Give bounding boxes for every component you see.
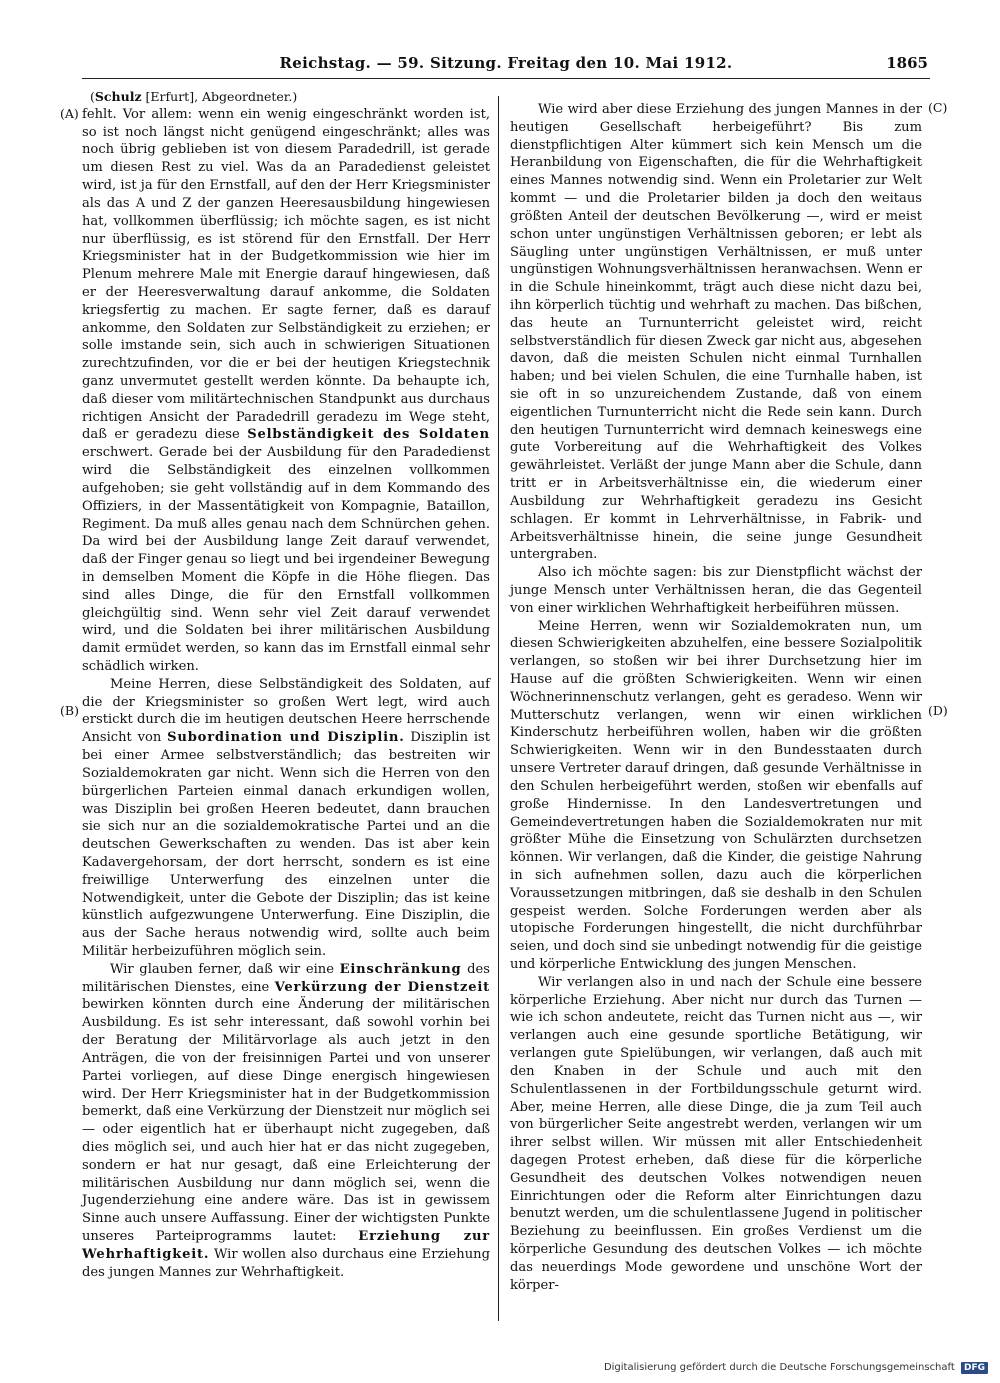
paragraph-text: Meine Herren, diese Selbständigkeit des Soldaten, auf die der Kriegsminister so großen Wert legt, wird auch erstickt durch die im heutigen deutschen Heere herrschende Ansicht von — [82, 676, 490, 746]
paragraph-text: Disziplin ist bei einer Armee selbstverständlich; das bestreiten wir Sozialdemokraten gar nicht. Wenn sich die Herren von den bürgerlichen Parteien einmal danach erkundigen wollen, was Disziplin bei großen Heeren bedeutet, dann brauchen sie sich nur an die sozialdemokratische Partei und an die deutschen Gewerkschaften zu wenden. Das ist aber kein Kadavergehorsam, der dort herrscht, sondern es ist eine freiwillige Unterwerfung des einzelnen unter die Notwendigkeit, unter die Gebote der Disziplin; das ist keine künstlich aufgezwungene Unterwerfung. Eine Disziplin, die aus der Sache heraus notwendig wird, sollte auch beim Militär herbeizuführen möglich sein. — [82, 730, 490, 959]
paragraph-text: des militärischen Dienstes, eine — [82, 961, 491, 995]
paragraph — [82, 676, 490, 961]
speaker-note-open: ( — [90, 89, 95, 104]
emphasis-text: Einschränkung — [339, 961, 462, 977]
paragraph: Wir verlangen also in und nach der Schule eine bessere körperliche Erziehung. Aber nicht nur durch das Turnen — wie ich schon andeutete, reicht das Turnen nicht aus —, wir verlangen auch eine gesunde sportliche Betätigung, wir verlangen gute Spielübungen, wir verlangen, daß auch mit den Knaben in der Schule und auch mit den Schulentlassenen in der Fortbildungsschule geturnt wird. Aber, meine Herren, alle diese Dinge, die ja zum Teil auch von bürgerlicher Seite angestrebt werden, verlangen wir um ihrer selbst willen. Wir müssen mit aller Entschiedenheit dagegen Protest erheben, daß diese für die körperliche Gesundheit des deutschen Volkes notwendigen neuen Einrichtungen oder die Reform alter Einrichtungen dazu benutzt werden, um die schulentlassene Jugend in politischer Beziehung zu beeinflussen. Ein großes Verdienst um die körperliche Gesundung des deutschen Volkes — ich möchte das neuerdings Mode gewordene und unschöne Wort der körper- — [510, 974, 922, 1293]
footer-text: Digitalisierung gefördert durch die Deutsche Forschungsgemeinschaft — [603, 1362, 955, 1373]
right-column — [510, 101, 922, 1294]
paragraph-text: fehlt. Vor allem: wenn ein wenig eingeschränkt worden ist, so ist noch längst nicht genügend eingeschränkt; alles was noch übrig geblieben ist von diesem Paradedrill, ist gerade um diesen Rest zu viel. Was da an Paradedienst geleistet wird, ist ja für den Ernstfall, auf den der Herr Kriegsminister als das A und Z der ganzen Heeresausbildung hingewiesen hat, vollkommen überflüssig; ich möchte sagen, es ist nicht nur überflüssig, es ist störend für den Ernstfall. Der Herr Kriegsminister hat in der Budgetkommission wie hier im Plenum mehrere Male mit Energie darauf hingewiesen, daß er der Heeresverwaltung darauf ankomme, die Soldaten kriegsfertig zu machen. Er sagte ferner, daß es darauf ankomme, den Soldaten zur Selbständigkeit zu erziehen; er solle imstande sein, sich auch in schwierigen Situationen zurechtzufinden, vor die er bei der heutigen Kriegstechnik ganz unvermutet gestellt werden könnte. Da behaupte ich, daß dieser vom militärtechnischen Standpunkt aus durchaus richtigen Ansicht der Paradedrill geradezu im Wege steht, daß er geradezu diese — [82, 106, 490, 443]
paragraph — [82, 961, 490, 1282]
paragraph: Wie wird aber diese Erziehung des jungen Mannes in der heutigen Gesellschaft herbeigeführt? Bis zum dienstpflichtigen Alter kümmert sich kein Mensch um die Heranbildung von Eigenschaften, die für die Wehrhaftigkeit eines Mannes notwendig sind. Wenn ein Proletarier zur Welt kommt — und die Proletarier bilden ja doch den weitaus größten Anteil der deutschen Bevölkerung —, wird er meist schon unter ungünstigen Verhältnissen geboren; er lebt als Säugling unter ungünstigen Verhältnissen, er muß unter ungünstigen Wohnungsverhältnissen heranwachsen. Wenn er in die Schule hineinkommt, trägt auch diese nicht dazu bei, ihn körperlich tüchtig und wehrhaft zu machen. Das bißchen, das heute an Turnunterricht geleistet wird, reicht selbstverständlich für diesen Zweck gar nicht aus, abgesehen davon, daß die meisten Schulen nicht einmal Turnhallen haben; und bei vielen Schulen, die eine Turnhalle haben, ist sie oft in so unzureichendem Zustande, daß von einem eigentlichen Turnunterricht nicht die Rede sein kann. Durch den heutigen Turnunterricht wird demnach keineswegs eine gute Vorbereitung auf die Wehrhaftigkeit des Volkes gewährleistet. Verläßt der junge Mann aber die Schule, dann tritt er in Arbeitsverhältnisse ein, die wiederum einer Ausbildung zur Wehrhaftigkeit geradezu ins Gesicht schlagen. Er kommt in Lehrverhältnisse, in Fabrik- und Arbeitsverhältnisse hinein, die seine junge Gesundheit untergraben. — [510, 102, 922, 563]
column-divider — [498, 96, 499, 1321]
speaker-role: [Erfurt], Abgeordneter.) — [141, 89, 298, 104]
paragraph: Also ich möchte sagen: bis zur Dienstpflicht wächst der junge Mensch unter Verhältnissen heran, die das Gegenteil von einer wirklichen Wehrhaftigkeit herbeiführen müssen. — [510, 565, 922, 616]
header-title: Reichstag. — 59. Sitzung. Freitag den 10. Mai 1912. — [279, 54, 733, 72]
dfg-logo: DFG — [961, 1362, 988, 1374]
emphasis-text: Verkürzung der Dienstzeit — [274, 979, 490, 995]
margin-marker-b: (B) — [60, 703, 79, 718]
paragraph-text: Wir glauben ferner, daß wir eine — [110, 961, 340, 977]
margin-marker-c: (C) — [928, 100, 948, 115]
digitization-footer — [604, 1362, 988, 1374]
paragraph — [82, 106, 490, 676]
paragraph-text: erschwert. Gerade bei der Ausbildung für den Paradedienst wird die Selbständigkeit des einzelnen vollkommen aufgehoben; sie geht vollständig auf in dem Kommando des Offiziers, in der Massentätigkeit von Kompagnie, Bataillon, Regiment. Da muß alles genau nach dem Schnürchen gehen. Da wird bei der Ausbildung lange Zeit darauf verwendet, daß der Finger genau so liegt und bei irgendeiner Bewegung in demselben Moment die Köpfe in die Höhe fliegen. Das sind alles Dinge, die für den Ernstfall vollkommen gleichgültig sind. Wenn sehr viel Zeit darauf verwendet wird, und die Soldaten bei ihrer militärischen Ausbildung damit ermüdet werden, so kann das im Ernstfall einmal sehr schädlich wirken. — [82, 445, 490, 674]
margin-marker-d: (D) — [928, 703, 948, 718]
emphasis-text: Selbständigkeit des Soldaten — [247, 427, 490, 443]
speaker-name: Schulz — [94, 89, 142, 104]
page-number: 1865 — [886, 54, 928, 72]
paragraph-text: Wir wollen also durchaus eine Erziehung des jungen Mannes zur Wehrhaftigkeit. — [82, 1246, 490, 1280]
margin-marker-a: (A) — [60, 106, 79, 121]
emphasis-text: Erziehung zur Wehrhaftigkeit. — [82, 1229, 490, 1262]
emphasis-text: Subordination und Disziplin. — [167, 730, 405, 746]
paragraph-text: bewirken könnten durch eine Änderung der militärischen Ausbildung. Es ist sehr interessant, daß sowohl vorhin bei der Beratung der Militärvorlage als auch jetzt in den Anträgen, die von der freisinnigen Partei und von unserer Partei vorliegen, auf diese Dinge energisch hingewiesen wird. Der Herr Kriegsminister hat in der Budgetkommission bemerkt, daß eine Verkürzung der Dienstzeit nur möglich sei — oder eigentlich hat er überhaupt nicht zugegeben, daß dies möglich sei, und auch hier hat er das nicht zugegeben, sondern er hat nur gesagt, daß eine Erleichterung der militärischen Ausbildung nur dann möglich sei, wenn die Jugenderziehung eine andere wäre. Das ist in gewissem Sinne auch unsere Auffassung. Einer der wichtigsten Punkte unseres Parteiprogramms lautet: — [82, 997, 490, 1244]
left-column — [82, 88, 490, 1281]
running-header — [82, 52, 930, 79]
speaker-note — [90, 88, 490, 106]
paragraph: Meine Herren, wenn wir Sozialdemokraten nun, um diesen Schwierigkeiten abzuhelfen, eine bessere Sozialpolitik verlangen, so stoßen wir bei ihrer Durchsetzung hier im Hause auf die größten Schwierigkeiten. Wenn wir einen Wöchnerinnenschutz verlangen, geht es geradeso. Wenn wir Mutterschutz verlangen, wenn wir einen wirklichen Kinderschutz herbeiführen wollen, haben wir die größten Schwierigkeiten. Wenn wir in den Bundesstaaten durch unsere Vertreter darauf dringen, daß gesunde Verhältnisse in den Schulen herbeigeführt werden, stoßen wir ebenfalls auf große Hindernisse. In den Landesvertretungen und Gemeindevertretungen haben die Sozialdemokraten nur mit größter Mühe die Einsetzung von Schulärzten durchsetzen können. Wir verlangen, daß die Kinder, die geistige Nahrung in sich aufnehmen sollen, dazu auch die körperlichen Voraussetzungen mitbringen, daß sie deshalb in den Schulen gespeist werden. Solche Forderungen werden aber als utopische Forderungen hingestellt, die nicht durchführbar seien, und doch sind sie unbedingt notwendig für die geistige und körperliche Entwicklung des jungen Menschen. — [510, 618, 922, 972]
